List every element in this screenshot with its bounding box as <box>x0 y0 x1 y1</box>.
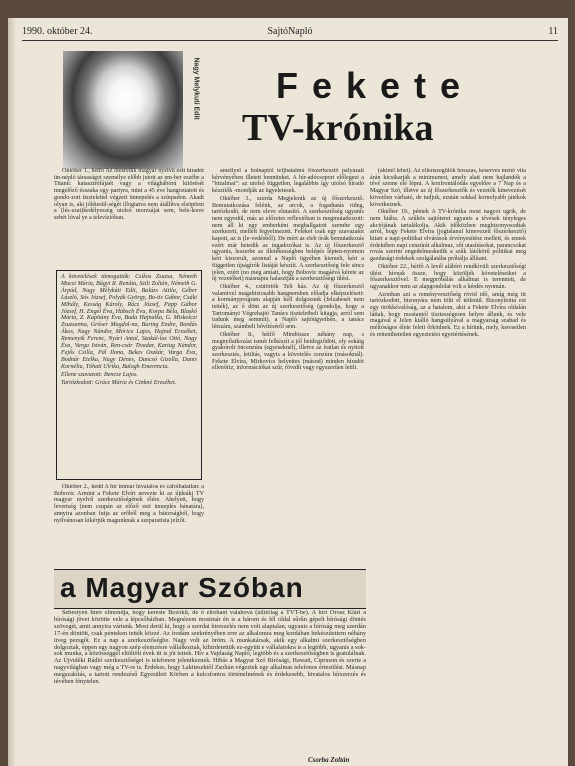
page-header <box>22 24 558 41</box>
section-banner <box>54 569 366 609</box>
col3-paragraph-4: Azonban azt a reményvesztőség rövid idő, amíg még itt tartózkodott, bizonyára nem tölti el tétlenül. Bizonyította ezt egy örökkévalóság, az a hatalom, akit a Fekete Elvíra oldalán láttak, hogy mostantól tisztességesen helyre állunk, és vele magával a Jelen kiálló hangsúlyával a magyarság szabad és méltóságos élete felett őrködnek. Ez a hírünk, mely, keresetlen és rettenthetetlen egyeztetési egyetértésének. <box>370 291 526 338</box>
box-title: A követelések támogatták: <box>61 274 131 280</box>
bottom-article <box>54 610 366 766</box>
box-abstain: Tartózkodott: Grácz Mária és Cinkné Erzsébet. <box>61 379 177 386</box>
col1-paragraph: Október 1., hétfő Az ötesredik magyar nyelvű esti híradót ün-népló társaságot személye előbb jutott az em-ber eszébe a Titanic katasztrófájáét vagy a világhábórú kitörését megelőző ésszaka egy partyra, mint a 45 éve hangoztatott és gondo-zott tisztelettel végzett ünnepelés a színpadon. Akadt olyan is, aki jólétesül-ségét illogiatva nem átállítva elsöpörni a (lés-szat)kedélyesség utolsó morzsáját sem, bele-lesve sebét lóval ye a televízióban. <box>54 168 204 221</box>
col3-paragraph-2: Október 19., péntek A TV-krónika most nagyot ugrik, de nem hiába. A szűkös sajtóteret ugyanis a tévések tényleges akciójának tartalékolja. Akik időközben megbizonyosodtak arról, hogy Fekete Elvíra (jogtalanul kinevezett főszerkesztő) kitart a napi-politikai elvárások érvényesítése mellett, és ennek érdekében napi cenzúrát alkalmaz, sőt utasításokat, parancsokat rovás szerint engedelmeskedik a szűk látókörű politikai meg gazdasági érdekek szolgálatába próbálja állítani. <box>370 209 526 263</box>
col3-paragraph-1: (akinél lehet). Az ellenszegülők hosszas, keserves menő vita árán kicsikarják a minimumot, amely alatt nem hajlandók a tévé szeme elé lépni. A konfrontálódás egyelőre a 7 Nap és a Magyar Szó, illetve az új főszerkesztők és vezetők kinevezését követően várható, de tudjuk, ezután sokkal kornolyabb játékok következnek. <box>370 168 526 208</box>
page-number: 11 <box>548 26 558 37</box>
box-names: Csíkos Zsuzsa, Németh Mucsi Mária, Bágyi R. Renáta, Szili Zoltán, Németh G. Árpád, Nagy Mélykúti Edit, Balázs Attila, Géber László, Sós József, Polyák György, Bo-tis Gábor, Csáki Mihály, Kesság Károly, Rácz József, Papp Gábor József, H. Engel Éva, Hübsch Éva, Korpa Béla, Blaskó Márta, Z. Kapitány Éva, Buda Hajnalka, G. Miskolczi Zsuzsanna, Gróser Magdol-na, Buring Endre, Bordás Ákos, Nagy Nándor, Mórice Lajos, Hajnal Erzsébet, Remenyik Ferenc, Nyári Antal, Szakál-las Ottó, Nagy Éva, Varga István, Ren-csár Tivadar, Kartag Nándor, Fejős Csilla, Pál Ilona, Bekes Oszkár, Varga Éva, Bodnár Etelka, Nagy Dénes, Dancsó Gizella, Danis Kornélia, Tóhati Ulrika, Balogh Emerencia. <box>61 274 197 370</box>
issue-date: 1990. október 24. <box>22 26 93 37</box>
col2-paragraph-4: Október 8., hétfő Mindössze néhány nap, s megnyílatkozást ismét felkészít a jól beidegződött, oly sokáig gyakorolt öncenzúra (egyeseknél), illetve az íratlan és nyitott szerkesztés, letiltás, vagyis a követelés cenzúra (másoknál). Fekete Elvíra, Mirkovics helyettes (másod) minden híradót ellenőriz, információkat szűr, rövidít vagy egyszerűen letilt. <box>212 331 364 372</box>
col2-paragraph-3: Október 4., csütörtök Telt ház. Az új főszerkesztő valamivel magabiztosabb hangnemben előadja elképzeléseit: a kormányprogram alapján kell dolgozunk (felzabesét nem tették), az ő dönt az új szerkesztőség (gondolja, hogy a Tartományi Végrehajtó Tanács tiszteletbeli kitagja, arról sem tudunk meg semmit), a Napló sajtóügyeiben, a tanács létszám, számbeli bővítéséről sem. <box>212 283 364 331</box>
box-against: Ellene szavazott: Bencze Lajos. <box>61 371 138 378</box>
column-2 <box>212 168 364 566</box>
col2-paragraph-2: Október 3., szerda Megjelenik az új főszerkesztő. Bemutatkozása felénk, az arcok, a fogadtatás rideg, tartózkodó, de nem eleve elutasító. A szerkesztőség ugyanis nem egyedül, más az előzetes reflexióban is megmutatkozott: nem áll ki egy emberként meghallgatott szembe egy szerkezett, mellett fegyelmezett. Feleket csak egy szavazatot kapott, az is (le-vedésből). De mért az eleb órák bemutatkozás ezért már hetedik az ingadozókat is. Az új főszerkesztő ugyanis, leszerbe az illetékességben belépés lépten-nyomon kéri kiszorult, azonnal a Napló ügyében kiemelt, kéri a független újságírók listáját készíti. A szerkesztőség fele sincs jelen, ezért (no meg amiatt, hogy Bobovic magáévá kérete az új vezetőket) másnapra halasztják a szerkesztőségi ülést. <box>212 195 364 283</box>
photo-caption: Nagy Melykuti Edit <box>192 57 200 120</box>
title-line-1: Fekete <box>276 65 475 106</box>
photo-caption-wrap <box>188 58 202 168</box>
portrait-photo <box>63 51 183 169</box>
column-1-lower <box>54 484 204 564</box>
col1-lower-paragraph: Október 2., kedd A hír immár hivatalos és cáfolhatatlan: a Bobovic Armint a Fekete Elvírt nevezte ki az újdeákj TV magyar nyelvű szerkesztőségének élére. Ahelyett, hogy levertség (nem csupán az előző esti ünneplés bánatára), annyira azonban futja az erőből meg a bátorságból, hogy nyilvánosan kikérjük magunknak a szeparatista jelzőt. <box>54 484 204 524</box>
magazine-name: SajtóNapló <box>267 26 313 37</box>
banner-title: a Magyar Szóban <box>60 572 304 603</box>
bottom-article-text: Sebestyén Imre elmondja, hogy kereste Bozókit, de ő elrohant valahová (állítólag a TVT-be). A hírt Orosz Klári a bírósági jövet közötte vele a lépcsőházban. Megnézem mostmár én is a három és fél oldal sűrűn gépelt bírósági döntés szövegét, amit annyira vártunk. Most derül ki, hogy a szerdai hireszelés nem volt alaptalan, ugyanis a bíróság meg szerdán 17-én döntött, csak pénteken tették közzé. Az írodám szekrényében erre az alkalomra meg kordában bekészítettem néhány üveg pezsgőt. Ez a nap a szerkesztőségbe. Nagy volt az öröm. A munkatársak, akik egy alkalmi szerkesztőségben dolgoztak, éppen egy nagyon szép elemzésre vállalkoztak, kihirdetettük ez-együtt e vállalatokra is a legtöbb, ugyanis a sok-sok munka, a közösséggel eltöltött évek itt is jót tettek. Hív a Vajdaság Napló, legtöbb és a szerkesztőségben is gratulálnak. Az Újvidéki Rádió szerkesztőségei is telefonon jelentkeznek. Hibás a Magyar Szó Bírósági, Hawaii, Cipruson és szerte a nagyvilágban vagy még a TV-re is. Érdekes, hogy Lakiteszktől Zsoltán végeztek egy alkalmas telefonos értesülést. Másnap megszakítás, a tartott rendezésű Egyesületi Körben a kulcsfontos történelmének és érdekesebb, hivatalos hírszerzés és tévében fénytelen. <box>54 610 366 686</box>
supporters-box <box>56 270 202 480</box>
col3-paragraph-3: Október 22., hétfő A levél alábíró rendkívüli szerkesztőségi ülést hívnak össze, hogy közöljék követeléseiket a főszerkesztővel. E megpróbálás alkalmat is teremtett, de ugyanakkor nem az alapgondolat volt a kérdés nyomán. <box>370 263 526 290</box>
article-signature: Csorba Zoltán <box>308 756 350 764</box>
column-1-upper <box>54 168 204 268</box>
column-3 <box>370 168 526 766</box>
col2-paragraph-1: amellyel a holnaptól teljhatalmú főszerkesztő pályázati kérvényében illetett bennünket. A hír-adócsoport előlegezi a "bizalmat": az utolsó független, legalábbis így utolsó híradó készítők -mondják az ügyeletesek. <box>212 168 364 195</box>
newspaper-page <box>8 18 568 766</box>
title-line-2: TV-krónika <box>242 107 434 149</box>
